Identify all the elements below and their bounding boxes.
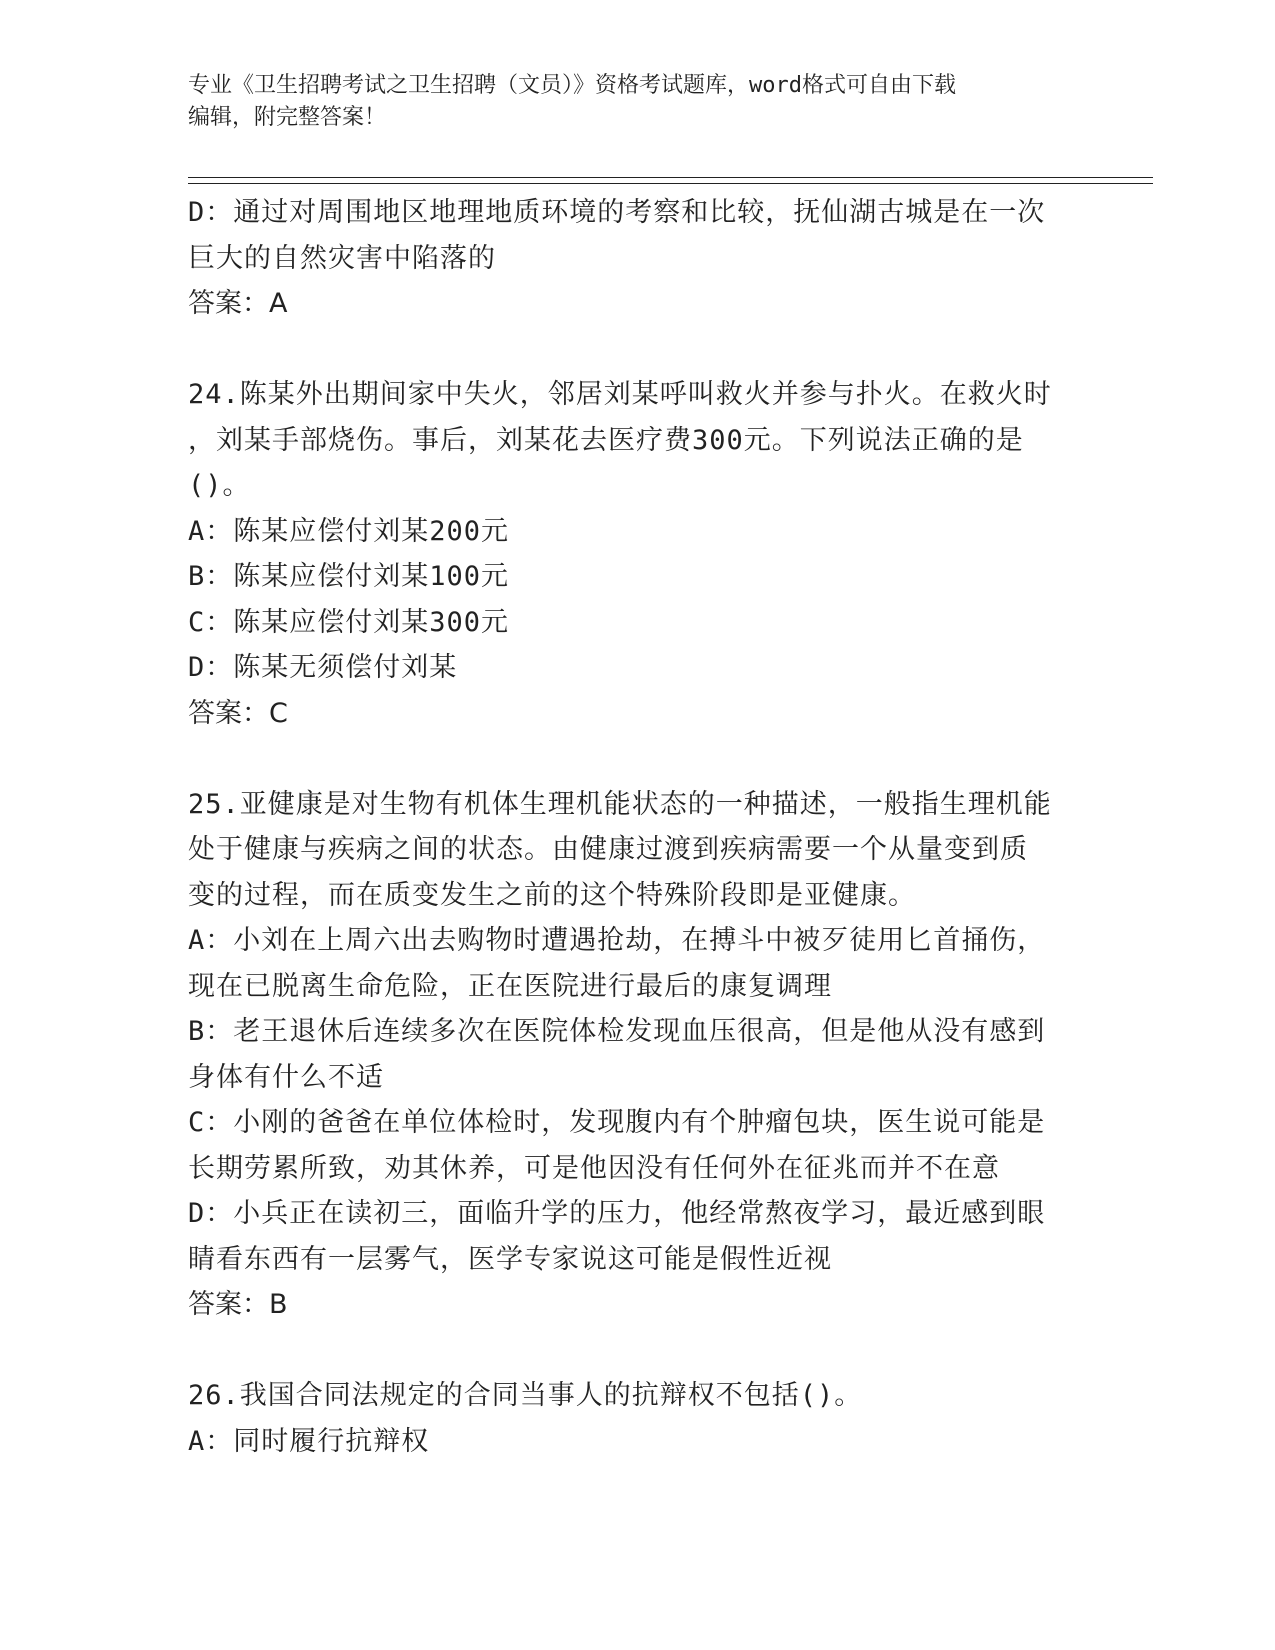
answer-line: 答案：B [188,1289,288,1320]
question-stem-line-3: 变的过程，而在质变发生之前的这个特殊阶段即是亚健康。 [188,879,916,911]
header-line-1: 专业《卫生招聘考试之卫生招聘（文员）》资格考试题库，word格式可自由下载 [188,73,956,98]
option-d-line-1: D：通过对周围地区地理地质环境的考察和比较，抚仙湖古城是在一次 [188,197,1046,228]
option-a-line-2: 现在已脱离生命危险，正在医院进行最后的康复调理 [188,970,832,1002]
question-stem-line-1: 24.陈某外出期间家中失火，邻居刘某呼叫救火并参与扑火。在救火时 [188,379,1052,410]
option-b-line-2: 身体有什么不适 [188,1061,384,1093]
option-d-line-1: D：小兵正在读初三，面临升学的压力，他经常熬夜学习，最近感到眼 [188,1198,1046,1229]
option-d-line-2: 巨大的自然灾害中陷落的 [188,242,496,274]
answer-line: 答案：C [188,697,288,729]
question-24 [188,372,1088,736]
question-body [188,190,1088,1464]
header-line-2: 编辑，附完整答案！ [188,105,387,130]
header-divider-bottom [188,183,1153,184]
question-stem-line-2: ，刘某手部烧伤。事后，刘某花去医疗费300元。下列说法正确的是 [188,424,1024,456]
question-stem-line-2: 处于健康与疾病之间的状态。由健康过渡到疾病需要一个从量变到质 [188,834,1028,865]
option-c: C：陈某应偿付刘某300元 [188,606,510,638]
question-stem-line-1: 25.亚健康是对生物有机体生理机能状态的一种描述，一般指生理机能 [188,788,1052,820]
answer-line: 答案：A [188,288,288,319]
option-c-line-2: 长期劳累所致，劝其休养，可是他因没有任何外在征兆而并不在意 [188,1152,1000,1184]
question-stem-line-3: ()。 [188,470,251,501]
option-c-line-1: C：小刚的爸爸在单位体检时，发现腹内有个肿瘤包块，医生说可能是 [188,1107,1046,1138]
option-a: A：同时履行抗辩权 [188,1425,430,1457]
option-d-line-2: 睛看东西有一层雾气，医学专家说这可能是假性近视 [188,1243,832,1275]
option-a-line-1: A：小刘在上周六出去购物时遭遇抢劫，在搏斗中被歹徒用匕首捅伤， [188,925,1046,956]
question-26 [188,1373,1088,1464]
option-b-line-1: B：老王退休后连续多次在医院体检发现血压很高，但是他从没有感到 [188,1016,1046,1047]
question-25 [188,782,1088,1328]
question-23-tail [188,190,1088,327]
header-divider-top [188,177,1153,178]
page-header [188,70,1088,134]
option-a: A：陈某应偿付刘某200元 [188,515,510,547]
question-stem-line-1: 26.我国合同法规定的合同当事人的抗辩权不包括()。 [188,1380,863,1411]
option-b: B：陈某应偿付刘某100元 [188,561,510,592]
option-d: D：陈某无须偿付刘某 [188,652,458,683]
